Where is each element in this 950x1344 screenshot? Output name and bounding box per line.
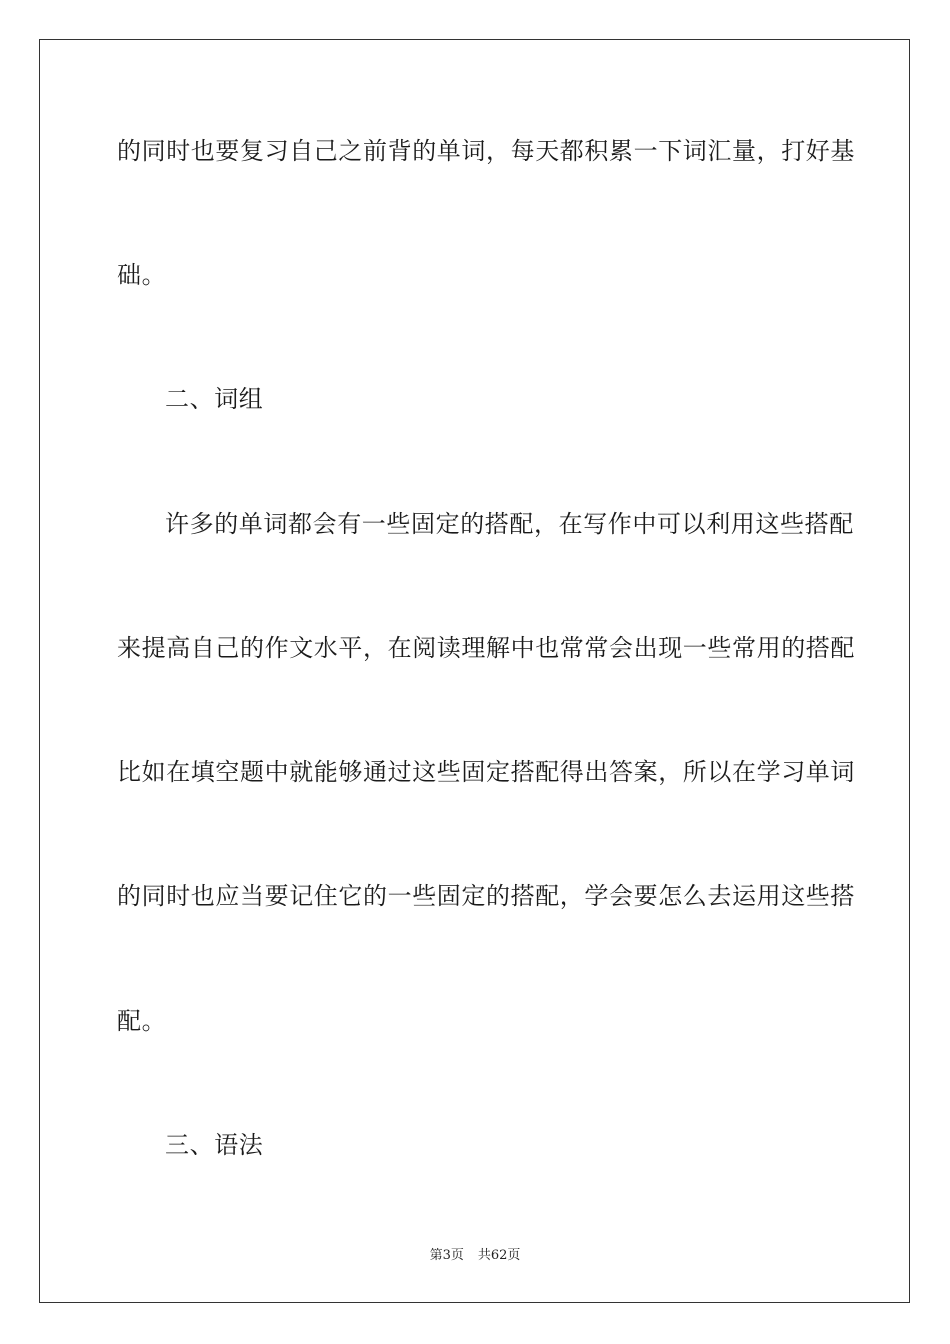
body-text-line-1: 的同时也要复习自己之前背的单词，每天都积累一下词汇量，打好基 (117, 137, 855, 165)
body-text-line-7: 配。 (117, 1007, 167, 1035)
page-border (39, 39, 910, 1303)
page-number-total: 共62页 (477, 1248, 521, 1263)
page-number-current: 第3页 (429, 1248, 464, 1263)
body-text-line-4: 来提高自己的作文水平，在阅读理解中也常常会出现一些常用的搭配 (117, 634, 855, 662)
body-text-line-3: 许多的单词都会有一些固定的搭配，在写作中可以利用这些搭配 (165, 510, 854, 538)
body-text-line-6: 的同时也应当要记住它的一些固定的搭配，学会要怎么去运用这些搭 (117, 882, 855, 910)
body-text-line-2: 础。 (117, 261, 167, 289)
section-heading-phrases: 二、词组 (165, 385, 264, 413)
section-heading-grammar: 三、语法 (165, 1131, 264, 1159)
body-text-line-5: 比如在填空题中就能够通过这些固定搭配得出答案，所以在学习单词 (117, 758, 855, 786)
page-footer (0, 1248, 950, 1264)
